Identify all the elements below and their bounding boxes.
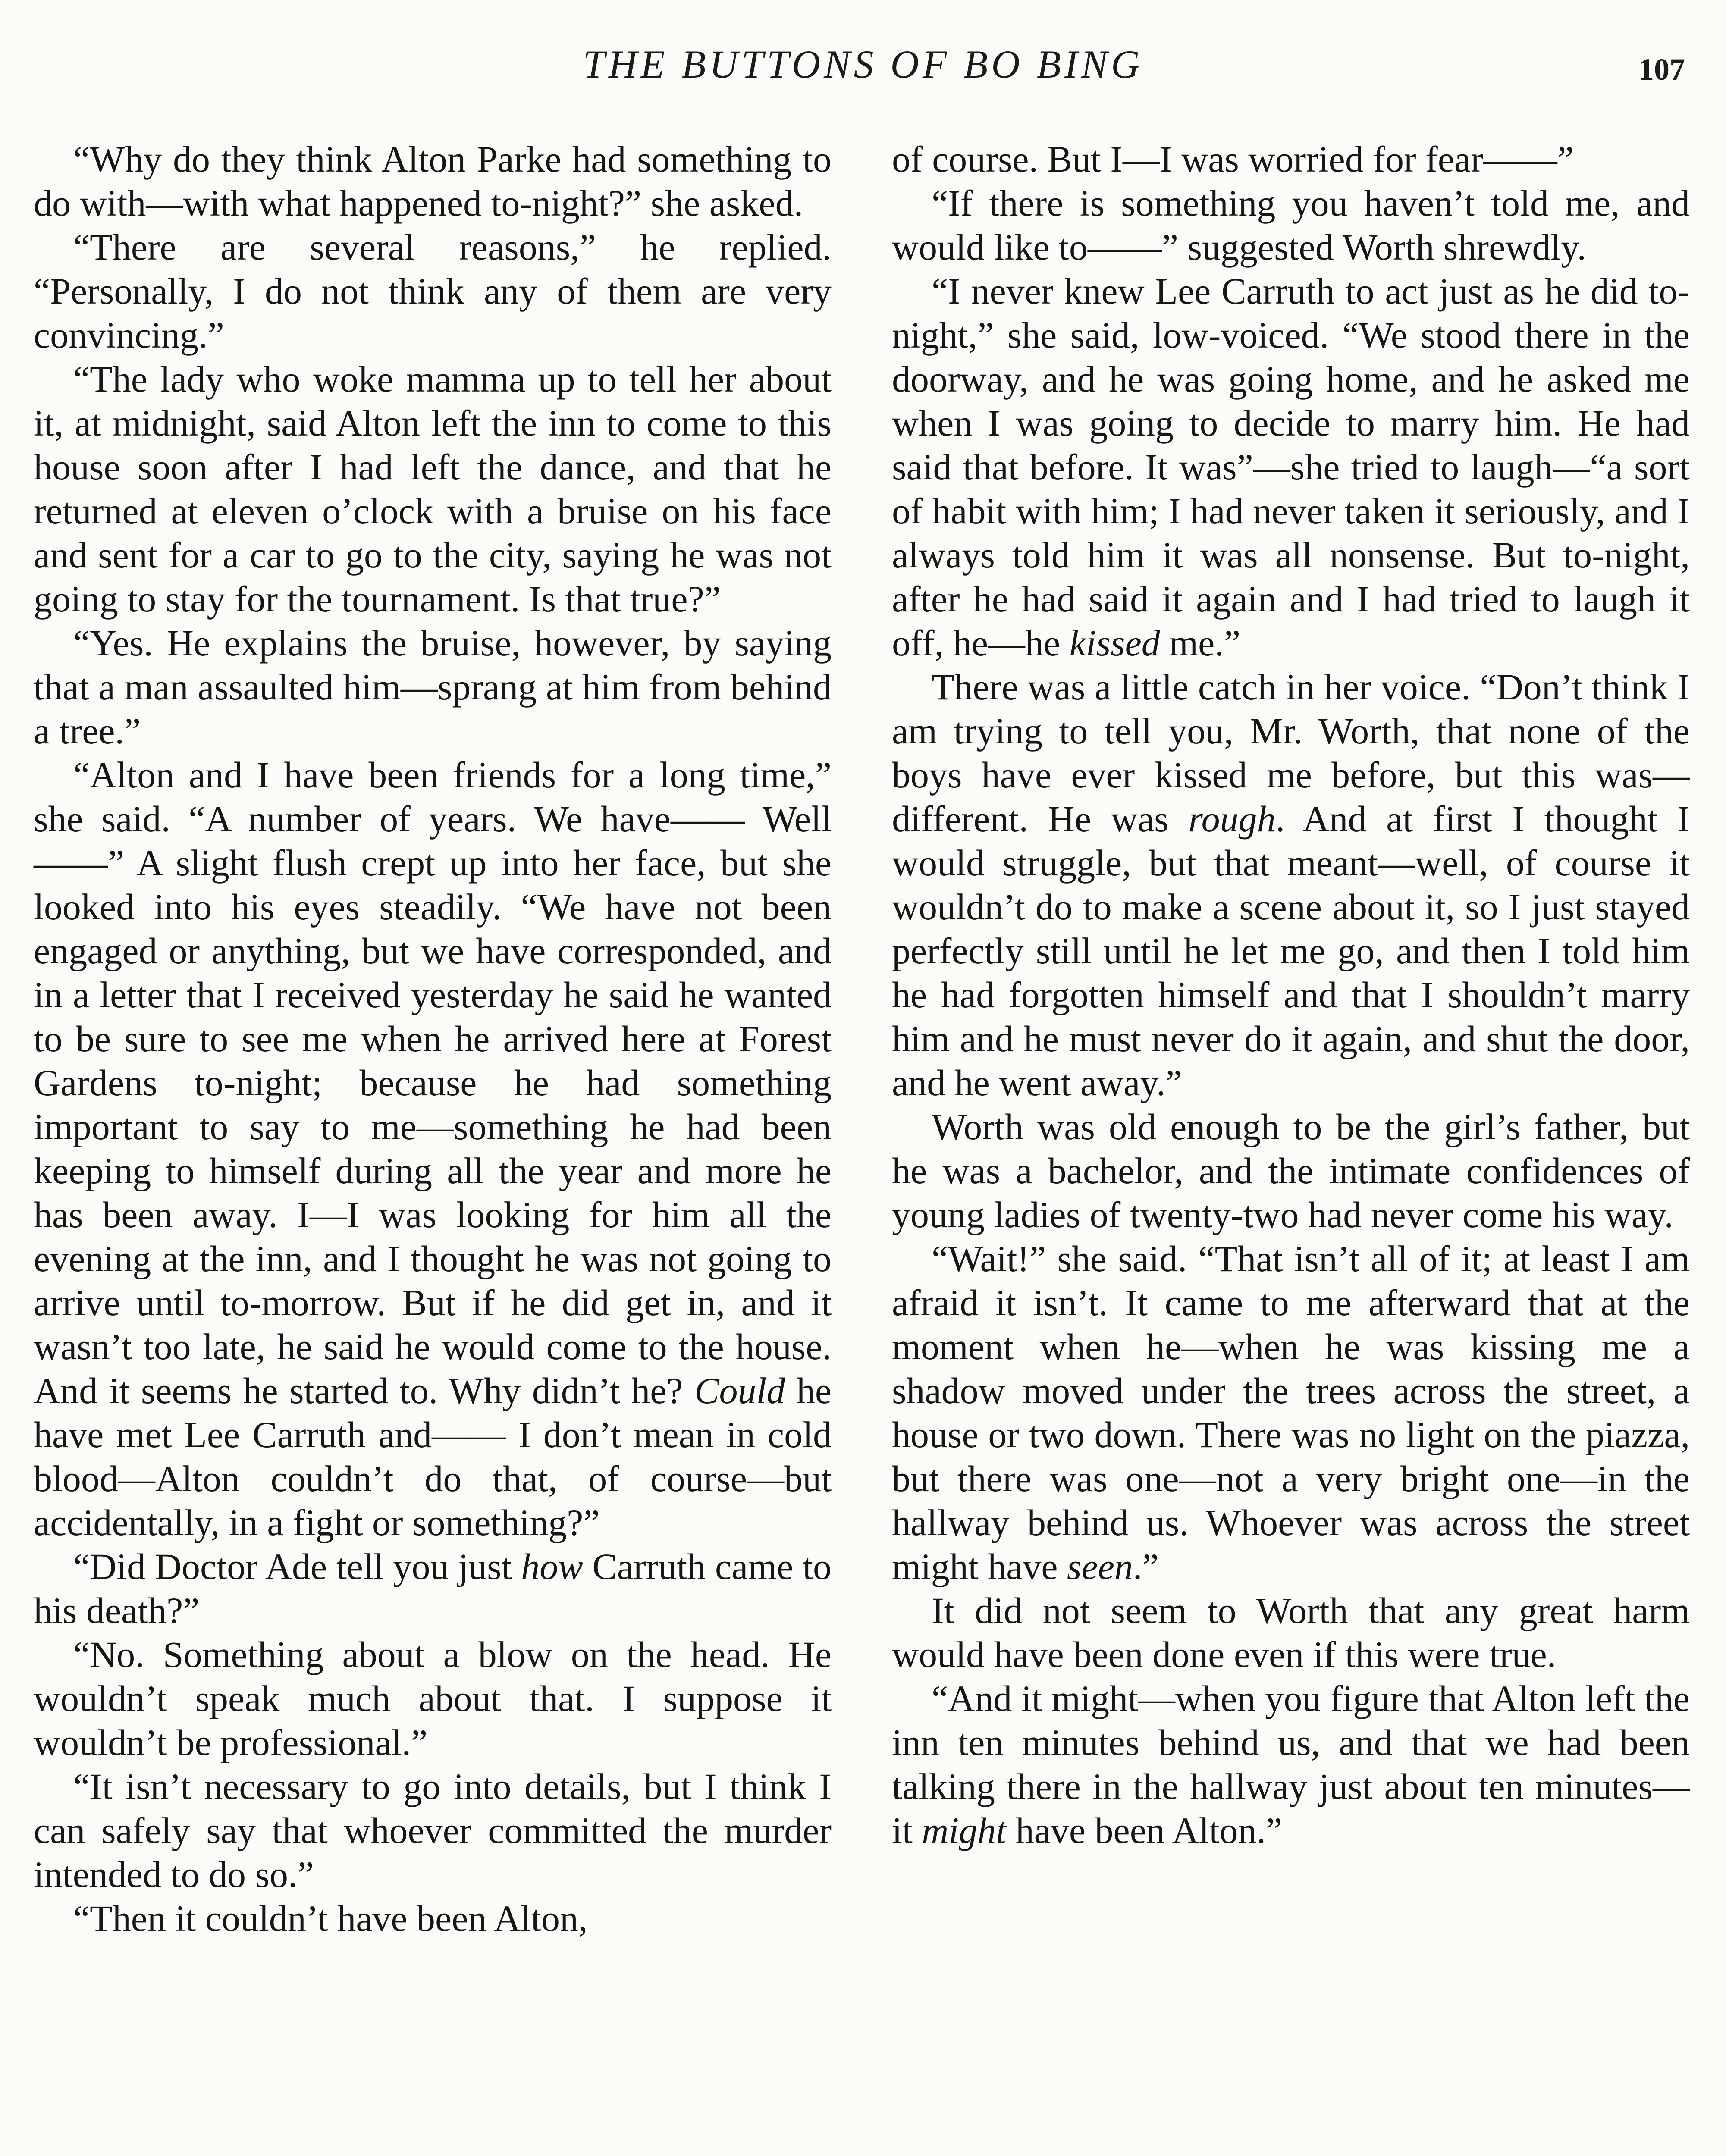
paragraph (892, 269, 1690, 665)
paragraph (892, 1589, 1690, 1677)
page-number: 107 (1638, 52, 1685, 87)
paragraph (34, 137, 832, 225)
left-column (34, 137, 832, 1940)
text-run: Carruth came to his death?” (34, 1546, 832, 1631)
paragraph (34, 1896, 832, 1940)
text-run: he have met Lee Carruth and—— I don’t mean in cold blood—Alton couldn’t do that, of course—but accidentally, in a fight or something?” (34, 1370, 832, 1543)
running-title: THE BUTTONS OF BO BING (583, 42, 1143, 86)
text-run: “Then it couldn’t have been Alton, (73, 1898, 588, 1939)
text-run: There was a little catch in her voice. “Don’t think I am trying to tell you, Mr. Worth, that none of the boys have ever kissed me before, but this was—different. He was (892, 666, 1690, 840)
text-run: “Yes. He explains the bruise, however, by saying that a man assaulted him—sprang at him from behind a tree.” (34, 622, 832, 752)
right-column (892, 137, 1690, 1852)
text-run: “Why do they think Alton Parke had something to do with—with what happened to-night?” she asked. (34, 138, 832, 224)
paragraph (892, 1677, 1690, 1852)
text-run: have been Alton.” (1006, 1810, 1283, 1851)
text-run: “Did Doctor Ade tell you just (73, 1546, 521, 1587)
paragraph (892, 181, 1690, 269)
text-run: “Wait!” she said. “That isn’t all of it; at least I am afraid it isn’t. It came to me afterward that at the moment when he—when he was kissing me a shadow moved under the trees across the street, a house or two down. There was no light on the piazza, but there was one—not a very bright one—in the hallway behind us. Whoever was across the street might have (892, 1238, 1690, 1587)
text-run: “I never knew Lee Carruth to act just as he did to-night,” she said, low-voiced. “We stood there in the doorway, and he was going home, and he asked me when I was going to decide to marry him. He had said that before. It was”—she tried to laugh—“a sort of habit with him; I had never taken it seriously, and I always told him it was all nonsense. But to-night, after he had said it again and I had tried to laugh it off, he—he (892, 270, 1690, 664)
italic-word: how (521, 1546, 583, 1587)
italic-word: kissed (1069, 622, 1160, 664)
text-run: . And at first I thought I would struggle, but that meant—well, of course it wouldn’t do to make a scene about it, so I just stayed perfectly still until he let me go, and then I told him he had forgotten himself and that I shouldn’t marry him and he must never do it again, and shut the door, and he went away.” (892, 798, 1690, 1103)
text-run: Worth was old enough to be the girl’s father, but he was a bachelor, and the intimate confidences of young ladies of twenty-two had never come his way. (892, 1106, 1690, 1235)
paragraph (34, 1764, 832, 1896)
text-run: me.” (1160, 622, 1240, 664)
paragraph (892, 1237, 1690, 1589)
paragraph (34, 753, 832, 1545)
text-run: It did not seem to Worth that any great harm would have been done even if this were true. (892, 1590, 1690, 1675)
paragraph (892, 1105, 1690, 1237)
italic-word: Could (694, 1370, 785, 1411)
text-run: “No. Something about a blow on the head. He wouldn’t speak much about that. I suppose it wouldn’t be professional.” (34, 1634, 832, 1763)
text-run: “There are several reasons,” he replied. “Personally, I do not think any of them are very convincing.” (34, 226, 832, 356)
text-run: “And it might—when you figure that Alton left the inn ten minutes behind us, and that we had been talking there in the hallway just about ten minutes—it (892, 1678, 1690, 1851)
paragraph (892, 665, 1690, 1105)
paragraph (34, 621, 832, 753)
paragraph (34, 357, 832, 621)
text-run: “If there is something you haven’t told me, and would like to——” suggested Worth shrewdly. (892, 182, 1690, 268)
italic-word: seen (1067, 1546, 1133, 1587)
paragraph (34, 1545, 832, 1633)
text-run: of course. But I—I was worried for fear——” (892, 138, 1574, 180)
paragraph (34, 1633, 832, 1764)
text-run: “The lady who woke mamma up to tell her about it, at midnight, said Alton left the inn to come to this house soon after I had left the dance, and that he returned at eleven o’clock with a bruise on his face and sent for a car to go to the city, saying he was not going to stay for the tournament. Is that true?” (34, 358, 832, 620)
italic-word: might (922, 1810, 1007, 1851)
paragraph (34, 225, 832, 357)
text-run: “It isn’t necessary to go into details, but I think I can safely say that whoever committed the murder intended to do so.” (34, 1766, 832, 1895)
paragraph (892, 137, 1690, 181)
text-run: “Alton and I have been friends for a long time,” she said. “A number of years. We have—— Well——” A slight flush crept up into her face, but she looked into his eyes steadily. “We have not been engaged or anything, but we have corresponded, and in a letter that I received yesterday he said he wanted to be sure to see me when he arrived here at Forest Gardens to-night; because he had something important to say to me—something he had been keeping to himself during all the year and more he has been away. I—I was looking for him all the evening at the inn, and I thought he was not going to arrive until to-morrow. But if he did get in, and it wasn’t too late, he said he would come to the house. And it seems he started to. Why didn’t he? (34, 754, 832, 1411)
italic-word: rough (1188, 798, 1276, 840)
text-run: .” (1133, 1546, 1159, 1587)
